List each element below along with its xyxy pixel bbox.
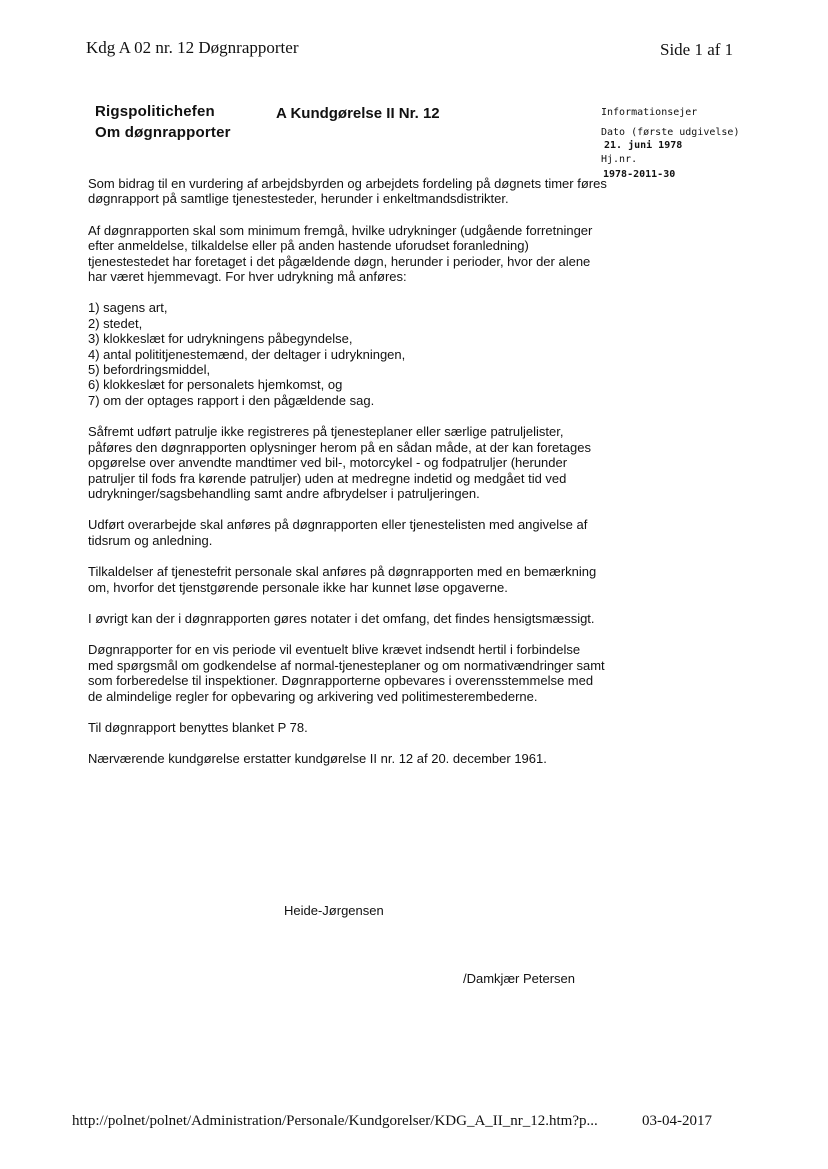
document-body xyxy=(88,176,608,783)
list-item: 2) stedet, xyxy=(88,315,143,331)
list-item: 7) om der optages rapport i den pågældende sag. xyxy=(88,392,375,408)
journal-value: 1978-2011-30 xyxy=(603,169,676,180)
page-header-title: Kdg A 02 nr. 12 Døgnrapporter xyxy=(86,38,299,57)
page-number: Side 1 af 1 xyxy=(660,40,734,59)
document-reference: A Kundgørelse II Nr. 12 xyxy=(276,105,440,122)
list-item: 6) klokkeslæt for personalets hjemkomst, og xyxy=(88,377,343,393)
paragraph-requirements: Af døgnrapporten skal som minimum fremgå, hvilke udrykninger (udgående forretninger efter anmeldelse, tilkaldelse eller på anden hastende uforudset foranledning) tjenestestedet har foretaget i det pågældende døgn, herunder i perioder, hvor der alene har været hjemmevagt. For hver udrykning må anføres: xyxy=(88,222,593,285)
document-subject: Om døgnrapporter xyxy=(95,124,231,141)
list-item: 1) sagens art, xyxy=(88,300,168,316)
signature-secondary: /Damkjær Petersen xyxy=(463,971,575,986)
journal-label: Hj.nr. xyxy=(601,154,638,165)
paragraph-patrol: Såfremt udført patrulje ikke registreres på tjenesteplaner eller særlige patruljelister, påføres den døgnrapporten oplysninger herom på en sådan måde, at der kan foretages opgørelse over anvendte mandtimer ved bil-, motorcykel - og fodpatruljer (herunder patruljer til fods fra kørende patruljer) uden at medregne indetid og medgået tid ved udrykninger/sagsbehandling samt andre afbrydelser i patruljeringen. xyxy=(88,424,591,501)
requirements-list xyxy=(88,300,608,408)
paragraph-notes: I øvrigt kan der i døgnrapporten gøres notater i det omfang, det findes hensigtsmæssigt. xyxy=(88,610,595,626)
info-owner-label: Informationsejer xyxy=(601,107,698,118)
paragraph-replaces: Nærværende kundgørelse erstatter kundgørelse II nr. 12 af 20. december 1961. xyxy=(88,751,547,767)
organization-name: Rigspolitichefen xyxy=(95,103,215,120)
footer-url: http://polnet/polnet/Administration/Personale/Kundgorelser/KDG_A_II_nr_12.htm?p... xyxy=(72,1113,598,1129)
paragraph-overtime: Udført overarbejde skal anføres på døgnrapporten eller tjenestelisten med angivelse af tidsrum og anledning. xyxy=(88,517,588,548)
paragraph-submission: Døgnrapporter for en vis periode vil eventuelt blive krævet indsendt hertil i forbindelse med spørgsmål om godkendelse af normal-tjenesteplaner og om normativændringer samt som forberedelse til inspektioner. Døgnrapporterne opbevares i overensstemmelse med de almindelige regler for opbevaring og arkivering ved politimesterembederne. xyxy=(88,642,605,704)
signature-primary: Heide-Jørgensen xyxy=(284,903,384,918)
date-label: Dato (første udgivelse) xyxy=(601,127,740,138)
date-value: 21. juni 1978 xyxy=(604,140,683,151)
paragraph-intro: Som bidrag til en vurdering af arbejdsbyrden og arbejdets fordeling på døgnets timer føres døgnrapport på samtlige tjenestesteder, herunder i enkeltmandsdistrikter. xyxy=(88,176,607,207)
paragraph-form: Til døgnrapport benyttes blanket P 78. xyxy=(88,719,308,735)
footer-date: 03-04-2017 xyxy=(642,1113,712,1129)
paragraph-callouts: Tilkaldelser af tjenestefrit personale skal anføres på døgnrapporten med en bemærkning om, hvorfor det tjenstgørende personale ikke har kunnet løse opgaverne. xyxy=(88,564,597,595)
list-item: 5) befordringsmiddel, xyxy=(88,362,211,378)
list-item: 3) klokkeslæt for udrykningens påbegyndelse, xyxy=(88,331,353,347)
list-item: 4) antal polititjenestemænd, der deltager i udrykningen, xyxy=(88,346,406,362)
